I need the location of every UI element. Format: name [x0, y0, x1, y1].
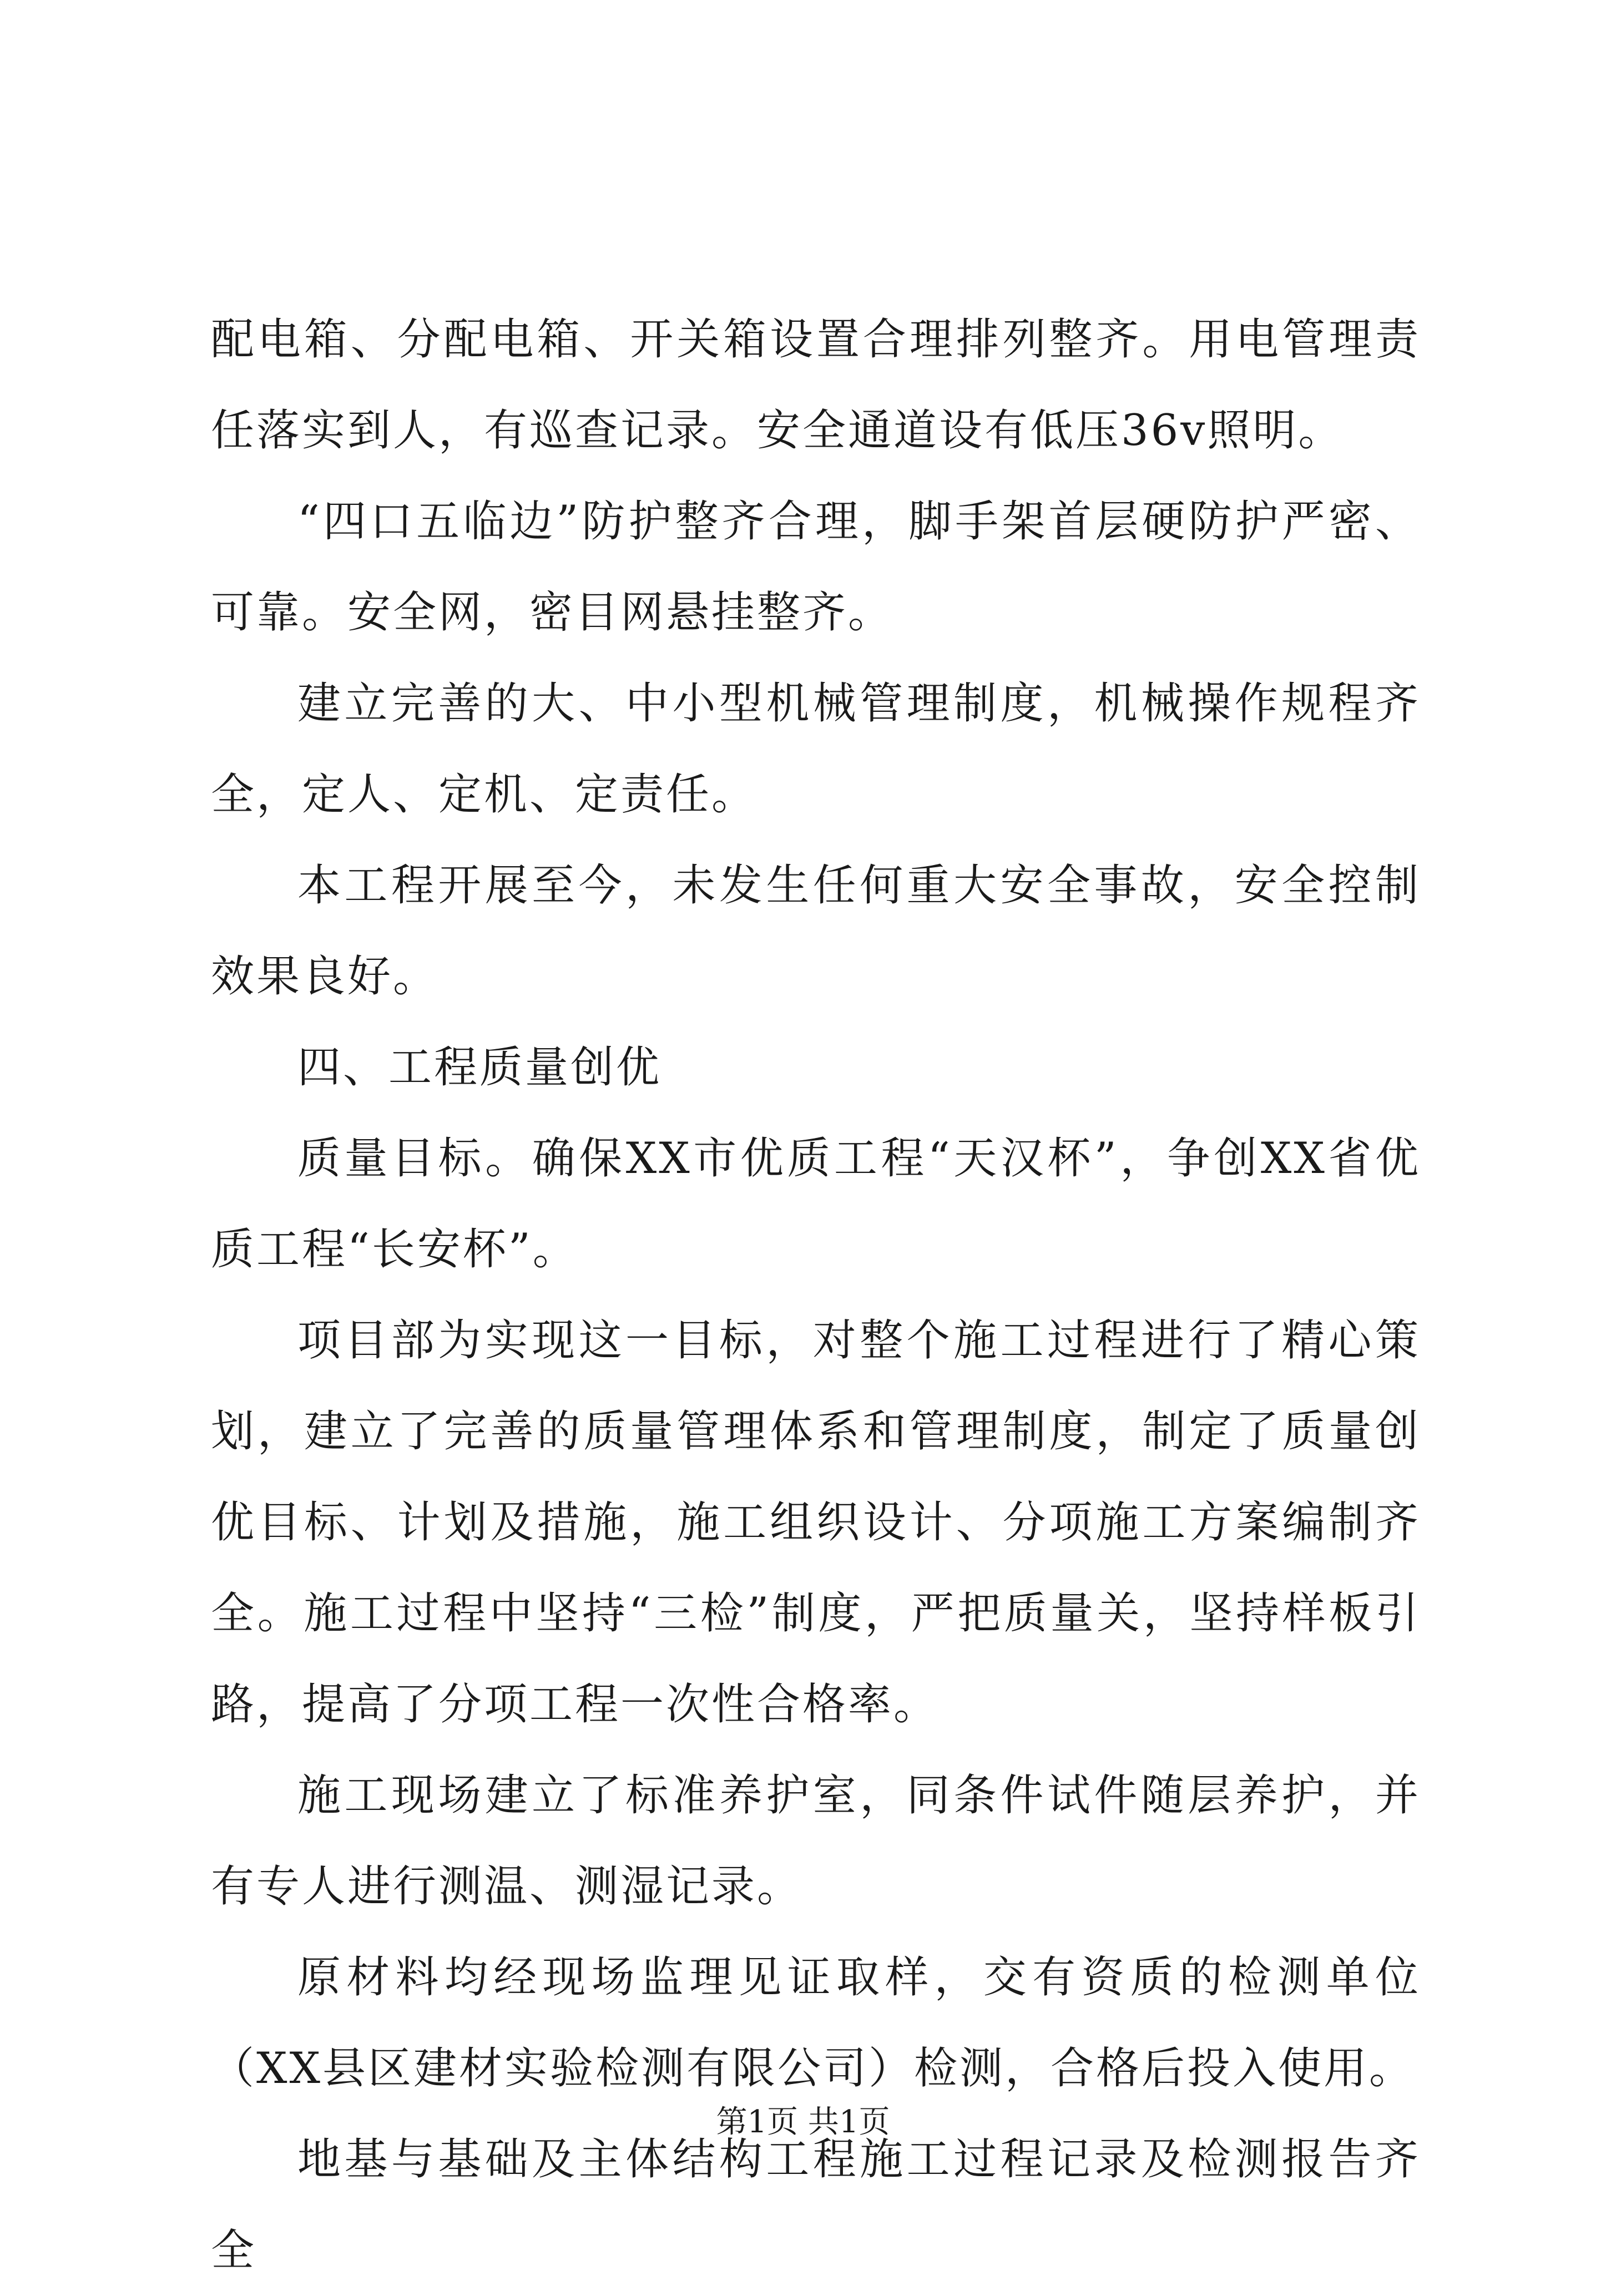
paragraph-1: 配电箱、分配电箱、开关箱设置合理排列整齐。用电管理责任落实到人，有巡查记录。安全通道设有低压36v照明。 [211, 315, 1421, 456]
paragraph-7: 项目部为实现这一目标，对整个施工过程进行了精心策划，建立了完善的质量管理体系和管理制度，制定了质量创优目标、计划及措施，施工组织设计、分项施工方案编制齐全。施工过程中坚持“三检”制度，严把质量关，坚持样板引路，提高了分项工程一次性合格率。 [211, 1316, 1421, 1729]
paragraph-2: “四口五临边”防护整齐合理，脚手架首层硬防护严密、可靠。安全网，密目网悬挂整齐。 [211, 497, 1421, 638]
paragraph-8: 施工现场建立了标准养护室，同条件试件随层养护，并有专人进行测温、测湿记录。 [211, 1771, 1421, 1911]
paragraph-4: 本工程开展至今，未发生任何重大安全事故，安全控制效果良好。 [211, 861, 1421, 1002]
page-number: 第1页 共1页 [716, 2104, 890, 2140]
document-body [211, 294, 1421, 2296]
paragraph-3: 建立完善的大、中小型机械管理制度，机械操作规程齐全，定人、定机、定责任。 [211, 679, 1421, 820]
paragraph-6: 质量目标。确保XX市优质工程“天汉杯”，争创XX省优质工程“长安杯”。 [211, 1134, 1421, 1275]
section-heading-quality: 四、工程质量创优 [297, 1043, 662, 1093]
paragraph-9: 原材料均经现场监理见证取样，交有资质的检测单位（XX县区建材实验检测有限公司）检测，合格后投入使用。 [211, 1953, 1421, 2093]
paragraph-10: 地基与基础及主体结构工程施工过程记录及检测报告齐全 [211, 2135, 1421, 2275]
